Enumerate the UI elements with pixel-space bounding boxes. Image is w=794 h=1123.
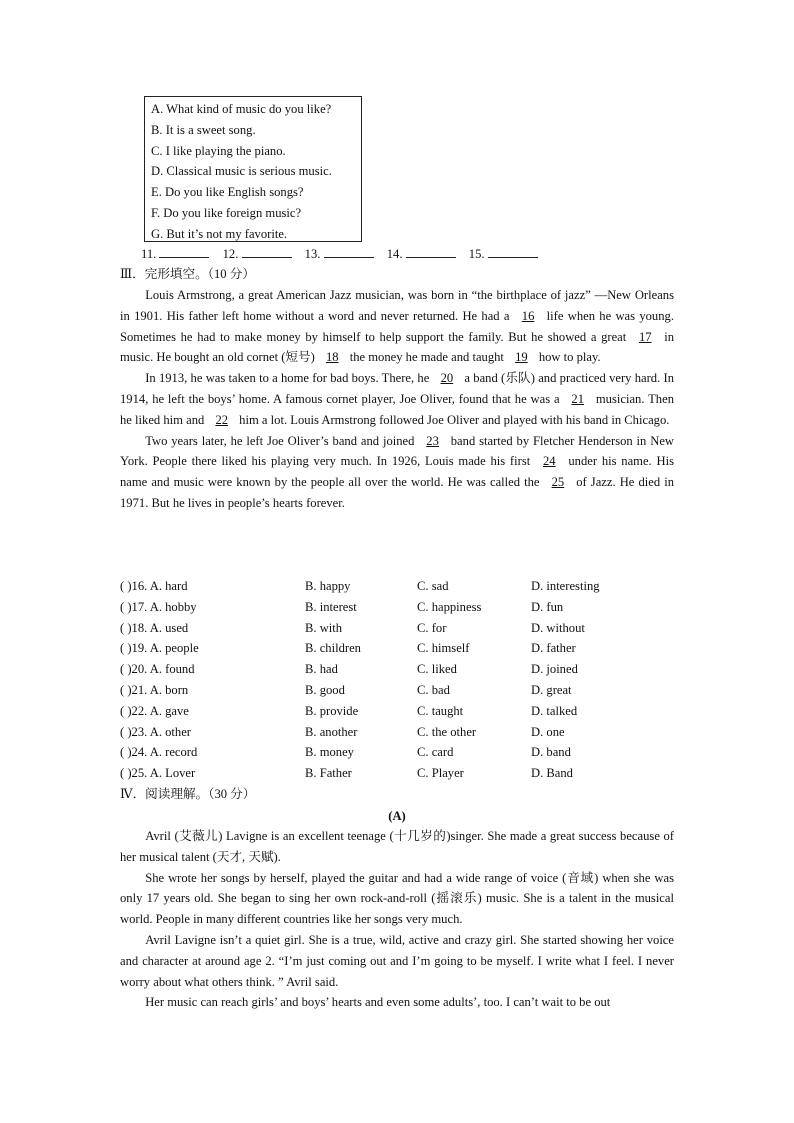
question-row: ( )20. A. found B. had C. liked D. joined <box>120 662 578 677</box>
option-c: C. I like playing the piano. <box>151 143 286 158</box>
blank-17: 17 <box>638 329 652 344</box>
option-g: G. But it’s not my favorite. <box>151 226 288 241</box>
answer-11[interactable]: 11. <box>141 244 209 264</box>
answer-blanks <box>141 244 548 264</box>
blank-23: 23 <box>426 433 439 448</box>
passage-a-label: (A) <box>388 809 406 823</box>
question-row: ( )23. A. other B. another C. the other D. one <box>120 724 565 739</box>
blank-19: 19 <box>515 350 528 365</box>
section4-heading: Ⅳ．阅读理解。（30 分） <box>120 787 256 801</box>
section3-heading: Ⅲ．完形填空。（10 分） <box>120 267 255 281</box>
blank-21: 21 <box>571 391 585 406</box>
passage-a-paragraph-3: Avril Lavigne isn’t a quiet girl. She is a true, wild, active and crazy girl. She started showing her voice and character at around age 2. “I’m just coming out and I’m going to be myself. I write what I feel. I never worry about what others think. ” Avril said. <box>120 932 674 989</box>
answer-13[interactable]: 13. <box>305 244 374 264</box>
question-row: ( )17. A. hobby B. interest C. happiness D. fun <box>120 599 564 614</box>
option-d: D. Classical music is serious music. <box>151 164 332 179</box>
question-list <box>120 576 680 784</box>
option-f: F. Do you like foreign music? <box>151 205 302 220</box>
answer-line <box>242 245 292 258</box>
option-e: E. Do you like English songs? <box>151 185 304 200</box>
cloze-paragraph-1: Louis Armstrong, a great American Jazz musician, was born in “the birthplace of jazz” —New Orleans in 1901. His father left home without a word and never returned. He had a 16 life when he was young. Sometimes he had to make money by himself to help support the family. But he showed a great 17 in music. He bought an old cornet (短号) 18 the money he made and taught 19 how to play. <box>120 288 674 365</box>
answer-15[interactable]: 15. <box>469 244 538 264</box>
answer-12[interactable]: 12. <box>223 244 292 264</box>
cloze-paragraph-2: In 1913, he was taken to a home for bad boys. There, he 20 a band (乐队) and practiced very hard. In 1914, he left the boys’ home. A famous cornet player, Joe Oliver, found that he was a 21 musician. Then he liked him and 22 him a lot. Louis Armstrong followed Joe Oliver and played with his band in Chicago. <box>120 371 674 427</box>
passage-a-paragraph-2: She wrote her songs by herself, played the guitar and had a wide range of voice (音域) when she was only 17 years old. She began to sing her own rock-and-roll (摇滚乐) music. She is a talent in the musical world. People in many different countries like her songs very much. <box>120 870 674 927</box>
option-b: B. It is a sweet song. <box>151 122 256 137</box>
cloze-passage <box>120 285 674 514</box>
question-row: ( )19. A. people B. children C. himself D. father <box>120 641 576 656</box>
blank-18: 18 <box>325 350 339 365</box>
passage-a <box>120 826 674 1013</box>
question-row: ( )25. A. Lover B. Father C. Player D. Band <box>120 766 573 781</box>
blank-22: 22 <box>215 412 229 427</box>
answer-14[interactable]: 14. <box>387 244 456 264</box>
passage-a-paragraph-1: Avril (艾薇儿) Lavigne is an excellent teenage (十几岁的)singer. She made a great success because of her musical talent (天才, 天赋). <box>120 829 674 864</box>
answer-line <box>324 245 374 258</box>
question-row: ( )18. A. used B. with C. for D. without <box>120 620 585 635</box>
blank-20: 20 <box>440 371 454 386</box>
cloze-paragraph-3: Two years later, he left Joe Oliver’s band and joined 23 band started by Fletcher Henderson in New York. People there liked his playing very much. In 1926, Louis made his first 24 under his name. His name and music were known by the people all over the world. He was called the 25 of Jazz. He died in 1971. But he lives in people’s hearts forever. <box>120 433 674 510</box>
options-box <box>144 96 362 242</box>
answer-line <box>406 245 456 258</box>
option-a: A. What kind of music do you like? <box>151 102 332 116</box>
blank-25: 25 <box>551 475 565 490</box>
blank-24: 24 <box>543 454 556 469</box>
answer-line <box>488 245 538 258</box>
question-row: ( )22. A. gave B. provide C. taught D. talked <box>120 703 578 718</box>
passage-a-paragraph-4: Her music can reach girls’ and boys’ hearts and even some adults’, too. I can’t wait to be out <box>145 995 611 1010</box>
blank-16: 16 <box>521 308 535 323</box>
answer-line <box>159 245 209 258</box>
question-row: ( )21. A. born B. good C. bad D. great <box>120 682 572 697</box>
question-row: ( )16. A. hard B. happy C. sad D. interesting <box>120 579 600 593</box>
question-row: ( )24. A. record B. money C. card D. band <box>120 745 571 760</box>
